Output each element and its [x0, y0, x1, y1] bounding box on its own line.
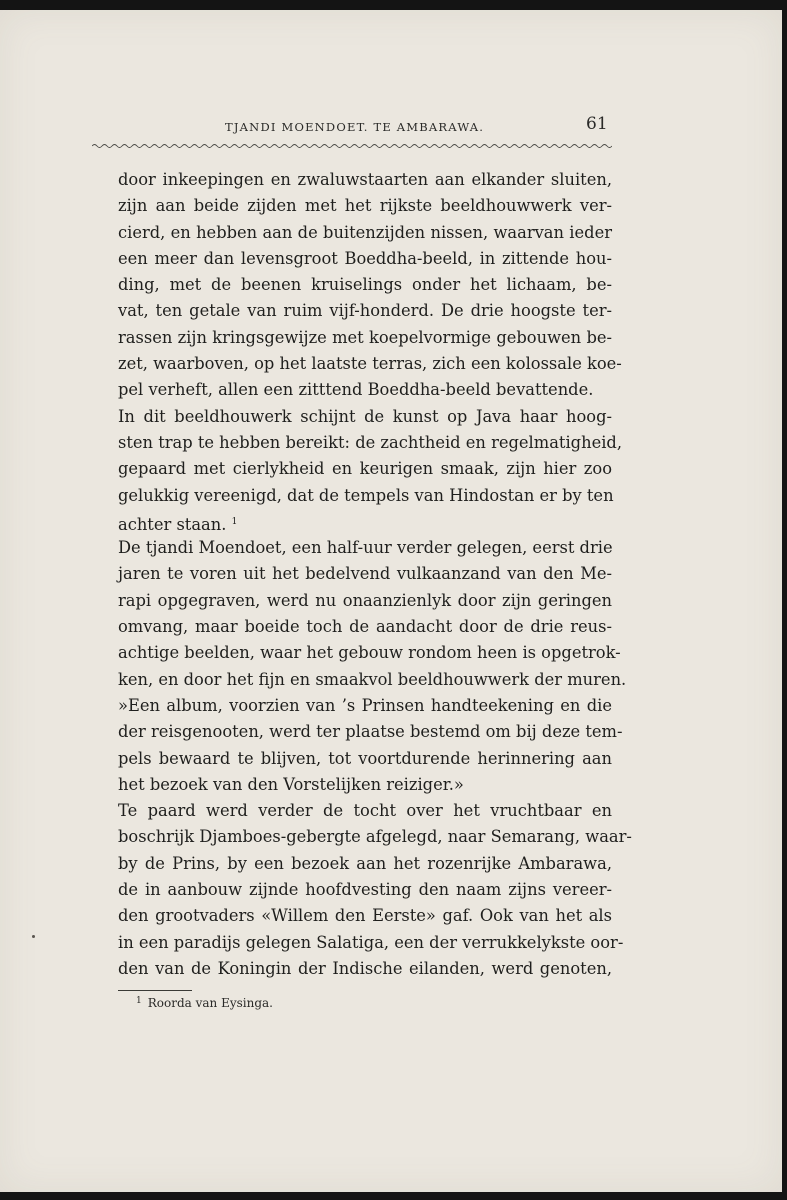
text-line: ding, met de beenen kruiselings onder het lichaam, be-: [118, 275, 612, 295]
footnote-ref[interactable]: 1: [231, 516, 238, 527]
text-line: jaren te voren uit het bedelvend vulkaanzand van den Me-: [118, 564, 612, 584]
paragraph-4: [118, 693, 623, 798]
text-line: gepaard met cierlykheid en keurigen smaak, zijn hier zoo: [118, 459, 612, 479]
text-line: vat, ten getale van ruim vijf-honderd. De drie hoogste ter-: [118, 301, 612, 321]
footnote-text: Roorda van Eysinga.: [147, 996, 273, 1010]
text-line: boschrijk Djamboes-gebergte afgelegd, naar Semarang, waar-: [118, 827, 632, 847]
body-text: [118, 167, 632, 982]
text-line: het bezoek van den Vorstelijken reiziger.»: [118, 774, 464, 794]
text-line: In dit beeldhouwerk schijnt de kunst op Java haar hoog-: [118, 406, 612, 426]
running-title: TJANDI MOENDOET. TE AMBARAWA.: [225, 120, 485, 134]
footnote-mark: 1: [136, 996, 142, 1006]
wavy-header-rule: [92, 143, 612, 149]
text-line: achtige beelden, waar het gebouw rondom heen is opgetrok-: [118, 643, 621, 663]
text-line: pel verheft, allen een zitttend Boeddha-beeld bevattende.: [118, 380, 594, 400]
text-line: der reisgenooten, werd ter plaatse bestemd om bij deze tem-: [118, 722, 623, 742]
text-line: rassen zijn kringsgewijze met koepelvormige gebouwen be-: [118, 327, 612, 347]
text-line: pels bewaard te blijven, tot voortdurende herinnering aan: [118, 748, 612, 768]
text-line: den grootvaders «Willem den Eerste» gaf. Ook van het als: [118, 906, 612, 926]
text-line: Te paard werd verder de tocht over het vruchtbaar en: [118, 801, 612, 821]
paragraph-2: [118, 404, 623, 535]
text-line: De tjandi Moendoet, een half-uur verder gelegen, eerst drie: [118, 538, 613, 558]
text-line: ken, en door het fijn en smaakvol beeldhouwwerk der muren.: [118, 669, 627, 689]
text-line: zet, waarboven, op het laatste terras, zich een kolossale koe-: [118, 354, 622, 374]
text-line: by de Prins, by een bezoek aan het rozenrijke Ambarawa,: [118, 853, 612, 873]
paragraph-1: [118, 167, 622, 404]
text-line: zijn aan beide zijden met het rijkste beeldhouwwerk ver-: [118, 196, 612, 216]
text-line: omvang, maar boeide toch de aandacht door de drie reus-: [118, 617, 612, 637]
text-line: den van de Koningin der Indische eilanden, werd genoten,: [118, 958, 612, 978]
text-line: cierd, en hebben aan de buitenzijden nissen, waarvan ieder: [118, 222, 612, 242]
paper-speck: [32, 935, 35, 938]
text-line: een meer dan levensgroot Boeddha-beeld, in zittende hou-: [118, 248, 612, 268]
paragraph-5: [118, 798, 632, 982]
text-line: de in aanbouw zijnde hoofdvesting den naam zijns vereer-: [118, 880, 612, 900]
text-line: door inkeepingen en zwaluwstaarten aan elkander sluiten,: [118, 170, 612, 189]
running-header: [0, 110, 782, 140]
footnote-rule: [118, 990, 192, 991]
paragraph-3: [118, 535, 627, 693]
text-line: gelukkig vereenigd, dat de tempels van Hindostan er by ten: [118, 485, 614, 505]
text-line: rapi opgegraven, werd nu onaanzienlyk door zijn geringen: [118, 590, 612, 610]
text-line-with-note: [118, 509, 612, 535]
text-line: achter staan.: [118, 514, 227, 534]
footnote: [136, 996, 273, 1010]
text-line: sten trap te hebben bereikt: de zachtheid en regelmatigheid,: [118, 432, 623, 452]
page-number: 61: [586, 114, 608, 134]
text-line: »Een album, voorzien van ’s Prinsen handteekening en die: [118, 695, 612, 715]
text-line: in een paradijs gelegen Salatiga, een der verrukkelykste oor-: [118, 932, 624, 952]
